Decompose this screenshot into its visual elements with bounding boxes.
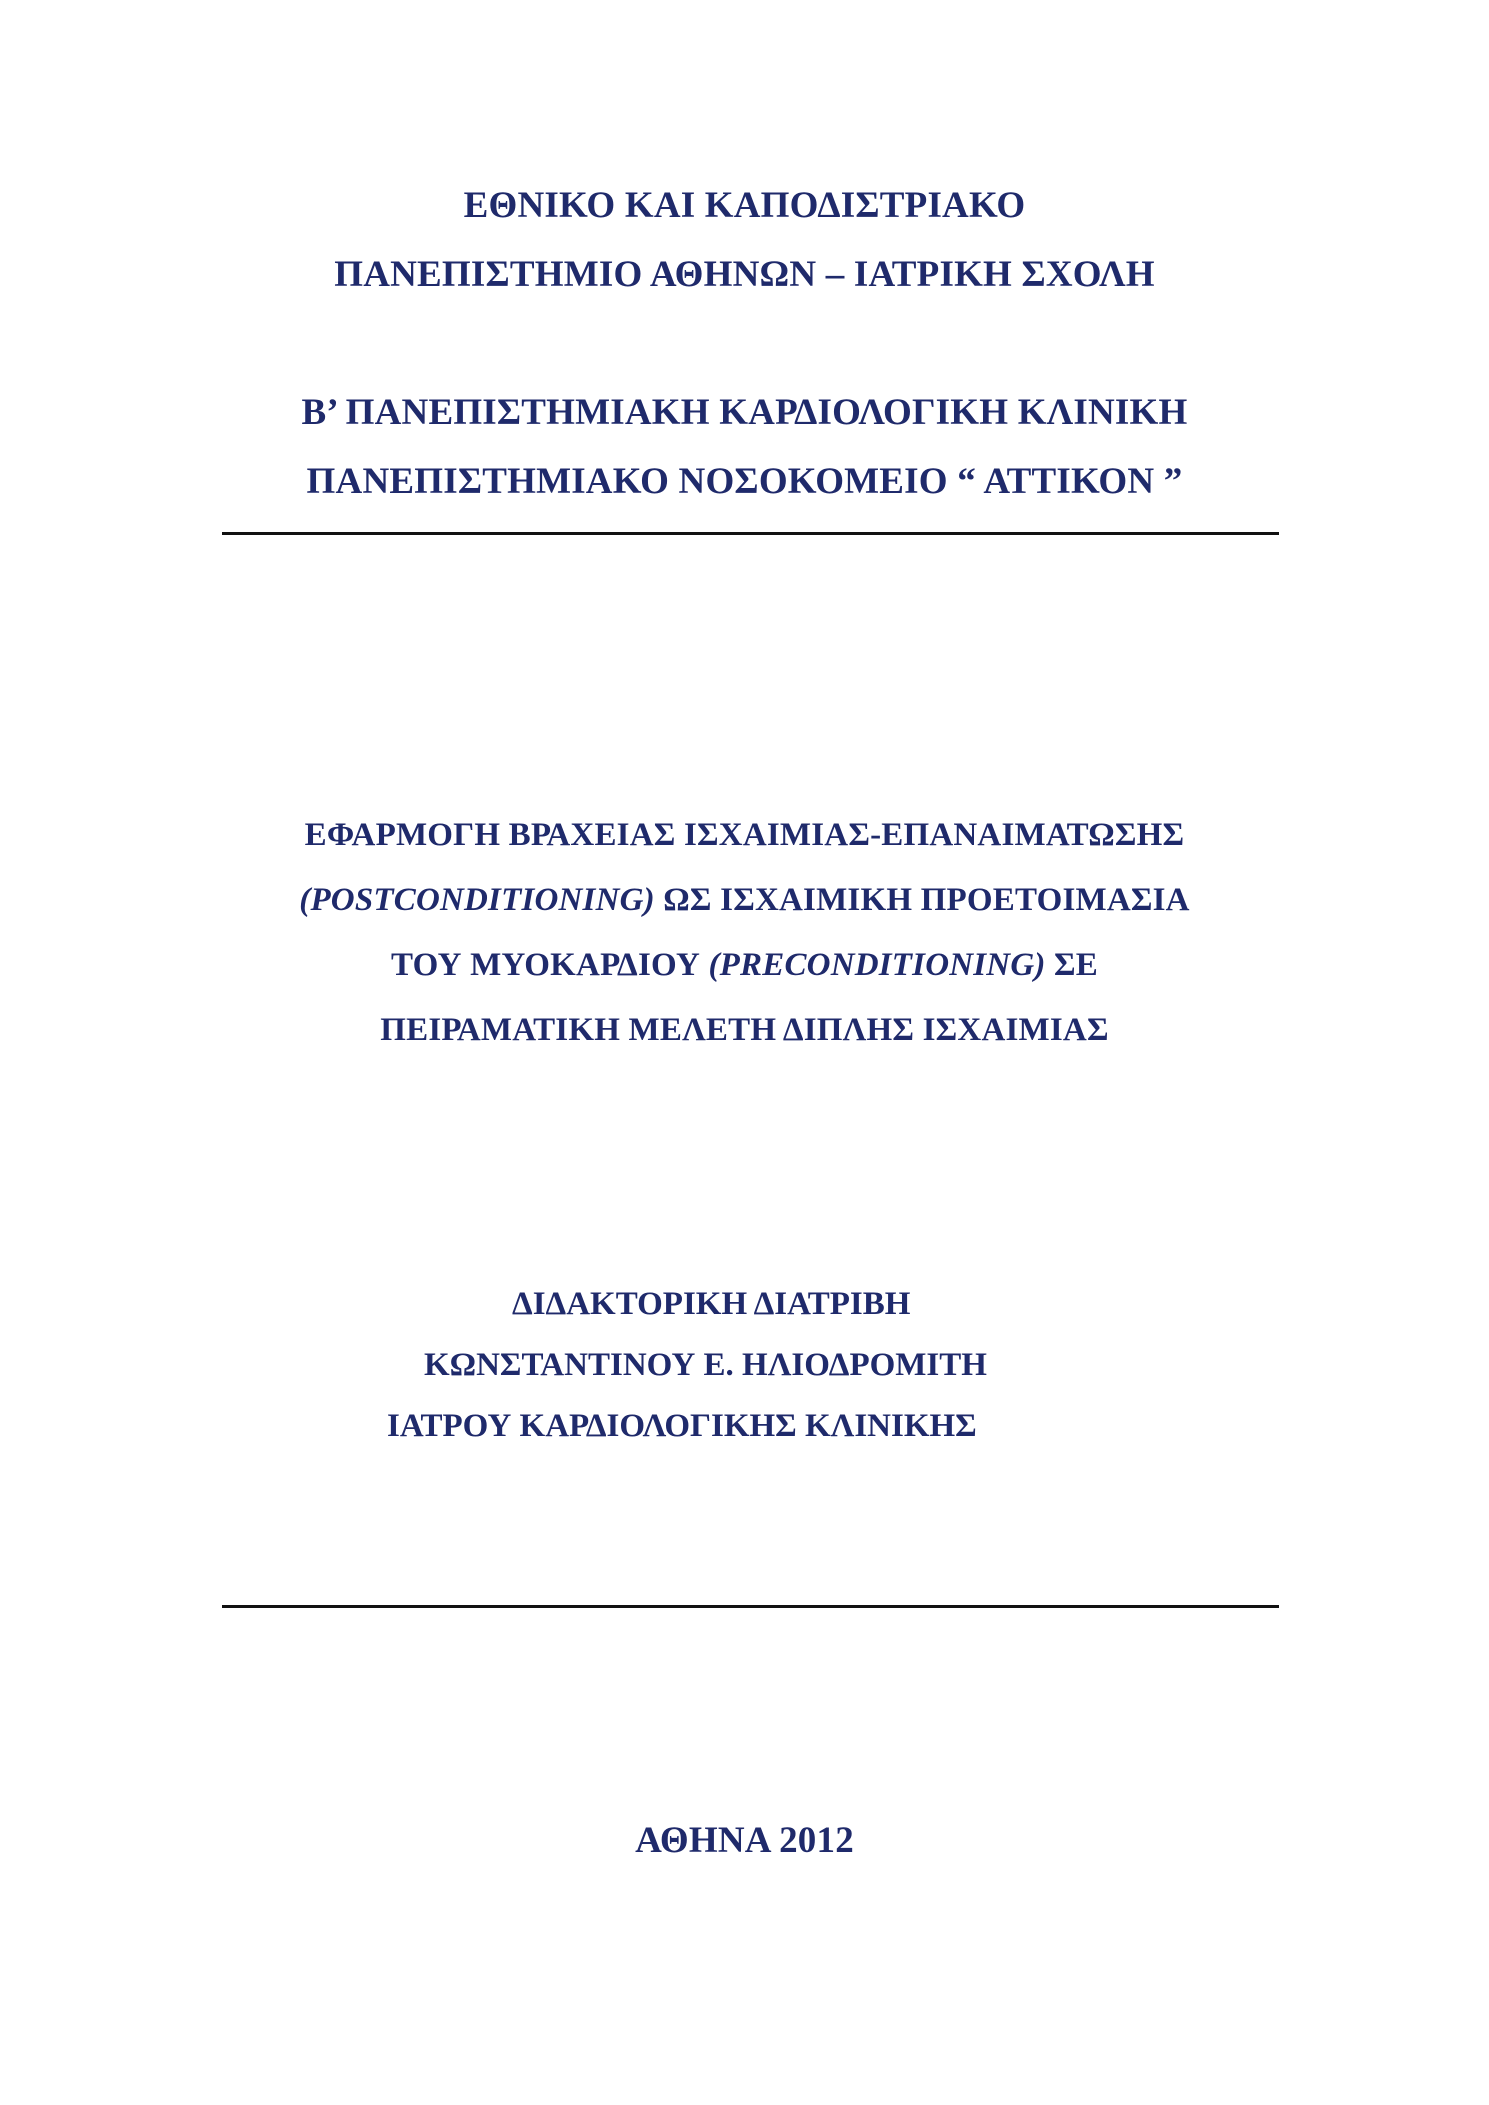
footer-divider	[222, 1605, 1279, 1608]
thesis-title-line3-start: ΤΟΥ ΜΥΟΚΑΡΔΙΟΥ	[391, 947, 709, 983]
thesis-title-line3	[0, 944, 1489, 986]
thesis-type: ΔΙΔΑΚΤΟΡΙΚΗ ΔΙΑΤΡΙΒΗ	[512, 1286, 911, 1322]
thesis-author-role: ΙΑΤΡΟΥ ΚΑΡΔΙΟΛΟΓΙΚΗΣ ΚΛΙΝΙΚΗΣ	[387, 1408, 977, 1444]
thesis-author: ΚΩΝΣΤΑΝΤΙΝΟΥ Ε. ΗΛΙΟΔΡΟΜΙΤΗ	[424, 1347, 987, 1383]
thesis-title-line2	[0, 879, 1489, 921]
place-and-year: ΑΘΗΝΑ 2012	[635, 1820, 854, 1861]
university-name-line2: ΠΑΝΕΠΙΣΤΗΜΙΟ ΑΘΗΝΩΝ – ΙΑΤΡΙΚΗ ΣΧΟΛΗ	[334, 254, 1155, 295]
thesis-title-postconditioning: (POSTCONDITIONING)	[299, 882, 655, 918]
thesis-title-preconditioning: (PRECONDITIONING)	[708, 947, 1046, 983]
university-name-line1: ΕΘΝΙΚΟ ΚΑΙ ΚΑΠΟΔΙΣΤΡΙΑΚΟ	[463, 185, 1026, 226]
thesis-title-line4: ΠΕΙΡΑΜΑΤΙΚΗ ΜΕΛΕΤΗ ΔΙΠΛΗΣ ΙΣΧΑΙΜΙΑΣ	[380, 1012, 1109, 1048]
hospital-name-line: ΠΑΝΕΠΙΣΤΗΜΙΑΚΟ ΝΟΣΟΚΟΜΕΙΟ “ ΑΤΤΙΚΟΝ ”	[306, 461, 1183, 502]
header-divider	[222, 532, 1279, 535]
clinic-name-line1: Β’ ΠΑΝΕΠΙΣΤΗΜΙΑΚΗ ΚΑΡΔΙΟΛΟΓΙΚΗ ΚΛΙΝΙΚΗ	[301, 392, 1188, 433]
thesis-title-line1: ΕΦΑΡΜΟΓΗ ΒΡΑΧΕΙΑΣ ΙΣΧΑΙΜΙΑΣ-ΕΠΑΝΑΙΜΑΤΩΣΗΣ	[304, 817, 1185, 853]
thesis-title-line2-text: ΩΣ ΙΣΧΑΙΜΙΚΗ ΠΡΟΕΤΟΙΜΑΣΙΑ	[654, 882, 1190, 918]
thesis-title-line3-end: ΣΕ	[1045, 947, 1098, 983]
